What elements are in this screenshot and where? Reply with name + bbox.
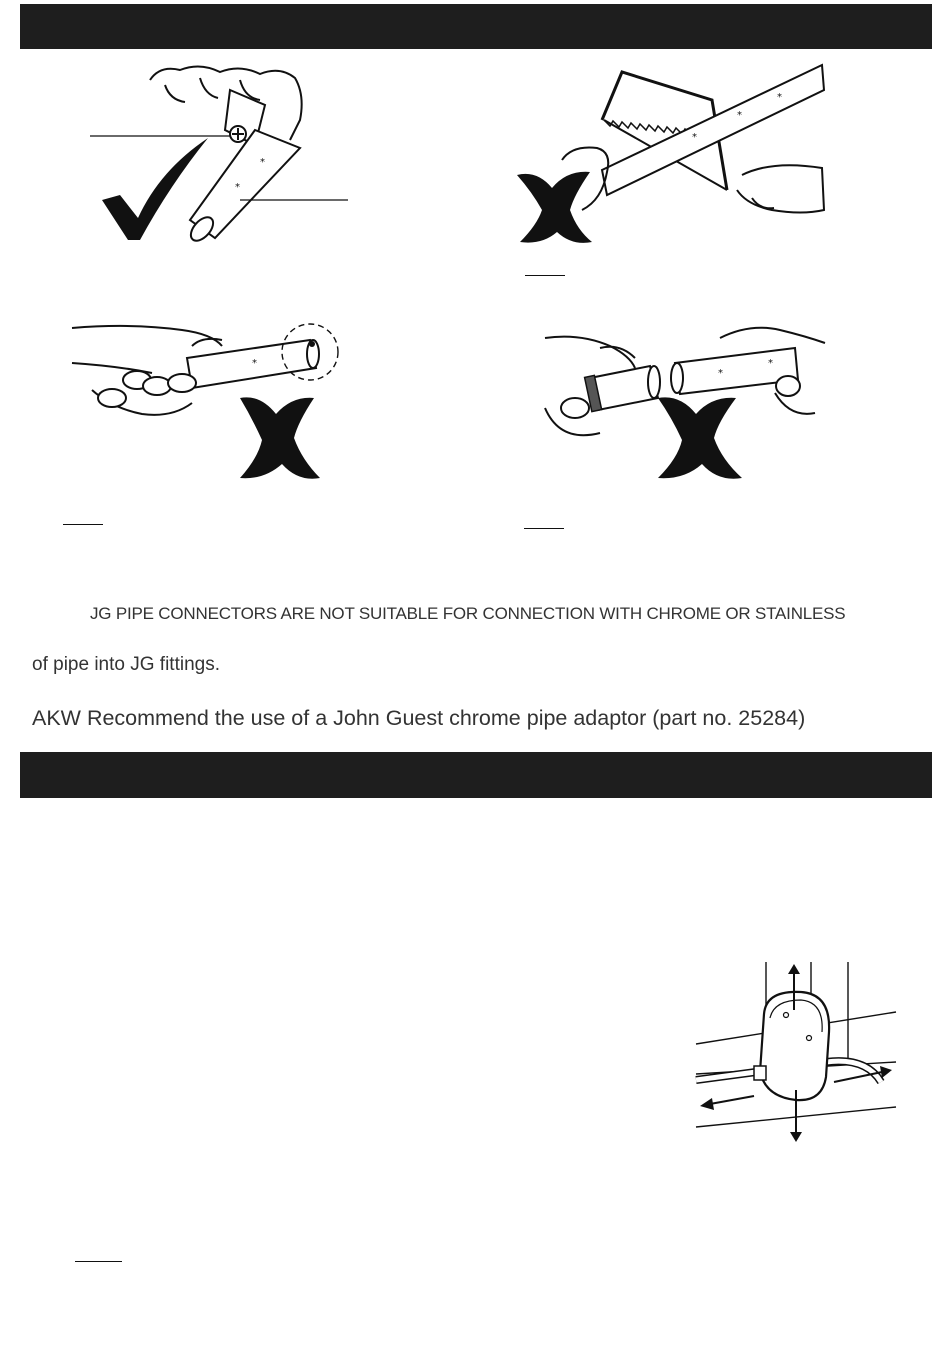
svg-text:*: * (768, 358, 773, 369)
insert-illustration (540, 318, 830, 488)
arrow-left-icon (700, 1098, 714, 1110)
pipe-cutter-illustration (90, 60, 390, 250)
section-header-bar-mid (20, 752, 932, 798)
svg-text:*: * (235, 182, 240, 193)
shower-unit-illustration (696, 962, 896, 1144)
svg-text:*: * (777, 92, 782, 103)
figure-label-underline (63, 524, 103, 525)
figure-shower-unit-connections (696, 962, 896, 1144)
burred-pipe-illustration (72, 318, 352, 488)
figure-label-underline (75, 1261, 122, 1262)
recommendation-text: AKW Recommend the use of a John Guest chrome pipe adaptor (part no. 25284) (32, 706, 806, 730)
figure-burred-end-wrong (72, 318, 352, 488)
figure-label-underline (524, 528, 564, 529)
svg-text:*: * (252, 358, 257, 369)
cross-icon (658, 397, 742, 478)
svg-text:*: * (260, 157, 265, 168)
figure-label-underline (525, 275, 565, 276)
svg-text:*: * (718, 368, 723, 379)
arrow-up-icon (788, 964, 800, 974)
arrow-down-icon (790, 1132, 802, 1142)
figure-correct-pipe-cutter (90, 60, 390, 250)
check-mark-icon (102, 138, 208, 240)
section-header-bar-top (20, 4, 932, 49)
svg-text:*: * (692, 132, 697, 143)
cross-icon (240, 397, 320, 478)
svg-text:*: * (737, 110, 742, 121)
hacksaw-illustration (512, 60, 832, 250)
cross-icon (517, 172, 592, 243)
figure-damaged-insert-wrong (540, 318, 830, 488)
figure-hacksaw-cut-wrong (512, 60, 832, 250)
warning-text: JG PIPE CONNECTORS ARE NOT SUITABLE FOR CONNECTION WITH CHROME OR STAINLESS (90, 604, 846, 623)
arrow-right-icon (880, 1066, 892, 1078)
continuation-text: of pipe into JG fittings. (32, 654, 220, 675)
